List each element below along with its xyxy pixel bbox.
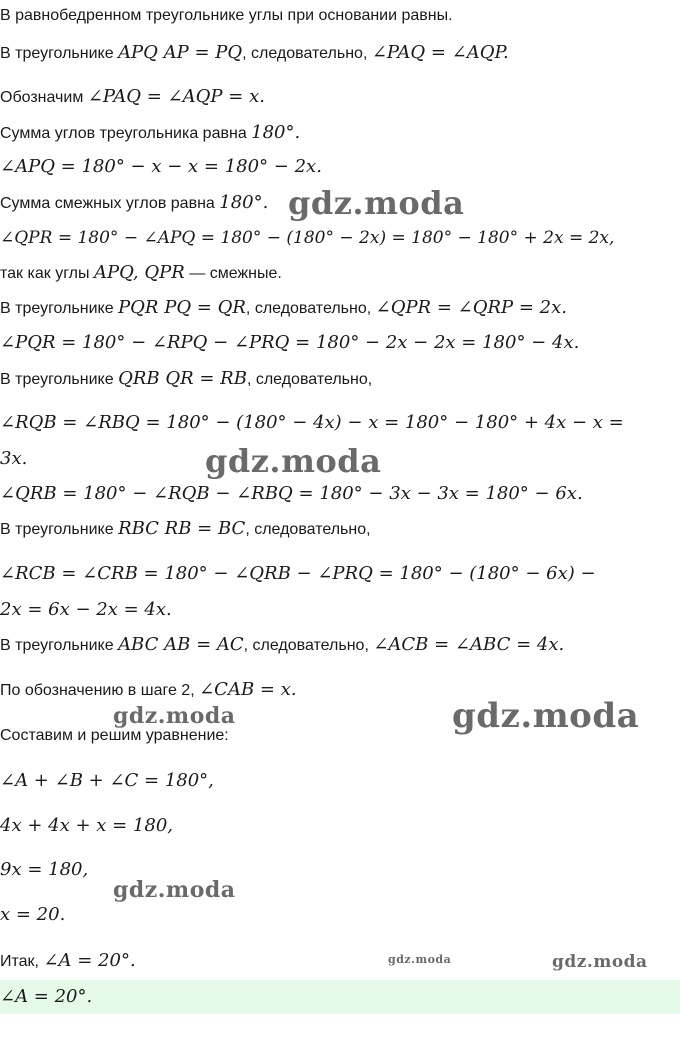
answer-text: ∠A = 20°. [0, 986, 93, 1007]
watermark: gdz.moda [552, 952, 648, 972]
watermark: gdz.moda [288, 184, 465, 222]
text-line: так как углы APQ, QPR — смежные. [0, 262, 282, 283]
text-line: Сумма смежных углов равна 180°. [0, 192, 269, 213]
watermark: gdz.moda [452, 696, 640, 736]
text-line: В треугольнике ABC AB = AC, следовательно, ∠ACB = ∠ABC = 4x. [0, 634, 565, 655]
watermark: gdz.moda [205, 442, 382, 480]
watermark: gdz.moda [113, 877, 236, 903]
text-line: 4x + 4x + x = 180, [0, 815, 174, 836]
text-line: В треугольнике PQR PQ = QR, следовательно, ∠QPR = ∠QRP = 2x. [0, 297, 567, 318]
watermark: gdz.moda [388, 953, 452, 966]
text-line: x = 20. [0, 904, 66, 925]
watermark: gdz.moda [113, 703, 236, 729]
text-line: ∠PQR = 180° − ∠RPQ − ∠PRQ = 180° − 2x − 2x = 180° − 4x. [0, 332, 580, 353]
text-line: ∠RQB = ∠RBQ = 180° − (180° − 4x) − x = 180° − 180° + 4x − x = [0, 412, 624, 433]
text-line: В равнобедренном треугольнике углы при основании равны. [0, 7, 453, 24]
text-line: 2x = 6x − 2x = 4x. [0, 599, 172, 620]
text-line: Итак, ∠A = 20°. [0, 950, 136, 971]
text-line: ∠QRB = 180° − ∠RQB − ∠RBQ = 180° − 3x − 3x = 180° − 6x. [0, 483, 583, 504]
text-line: В треугольнике APQ AP = PQ, следовательно, ∠PAQ = ∠AQP. [0, 42, 509, 63]
answer-box [0, 980, 680, 1014]
text-line: ∠A + ∠B + ∠C = 180°, [0, 770, 214, 791]
text-line: Составим и решим уравнение: [0, 727, 229, 744]
text-line: ∠RCB = ∠CRB = 180° − ∠QRB − ∠PRQ = 180° − (180° − 6x) − [0, 563, 596, 584]
text-line: 3x. [0, 448, 28, 469]
text-line: В треугольнике QRB QR = RB, следовательно, [0, 368, 373, 389]
text-line: Обозначим ∠PAQ = ∠AQP = x. [0, 86, 265, 107]
text-line: ∠QPR = 180° − ∠APQ = 180° − (180° − 2x) = 180° − 180° + 2x = 2x, [0, 228, 615, 248]
text-line: По обозначению в шаге 2, ∠CAB = x. [0, 679, 297, 700]
text-line: ∠APQ = 180° − x − x = 180° − 2x. [0, 156, 322, 177]
text-line: В треугольнике RBC RB = BC, следовательно, [0, 518, 371, 539]
text-line: Сумма углов треугольника равна 180°. [0, 122, 301, 143]
text-line: 9x = 180, [0, 859, 89, 880]
